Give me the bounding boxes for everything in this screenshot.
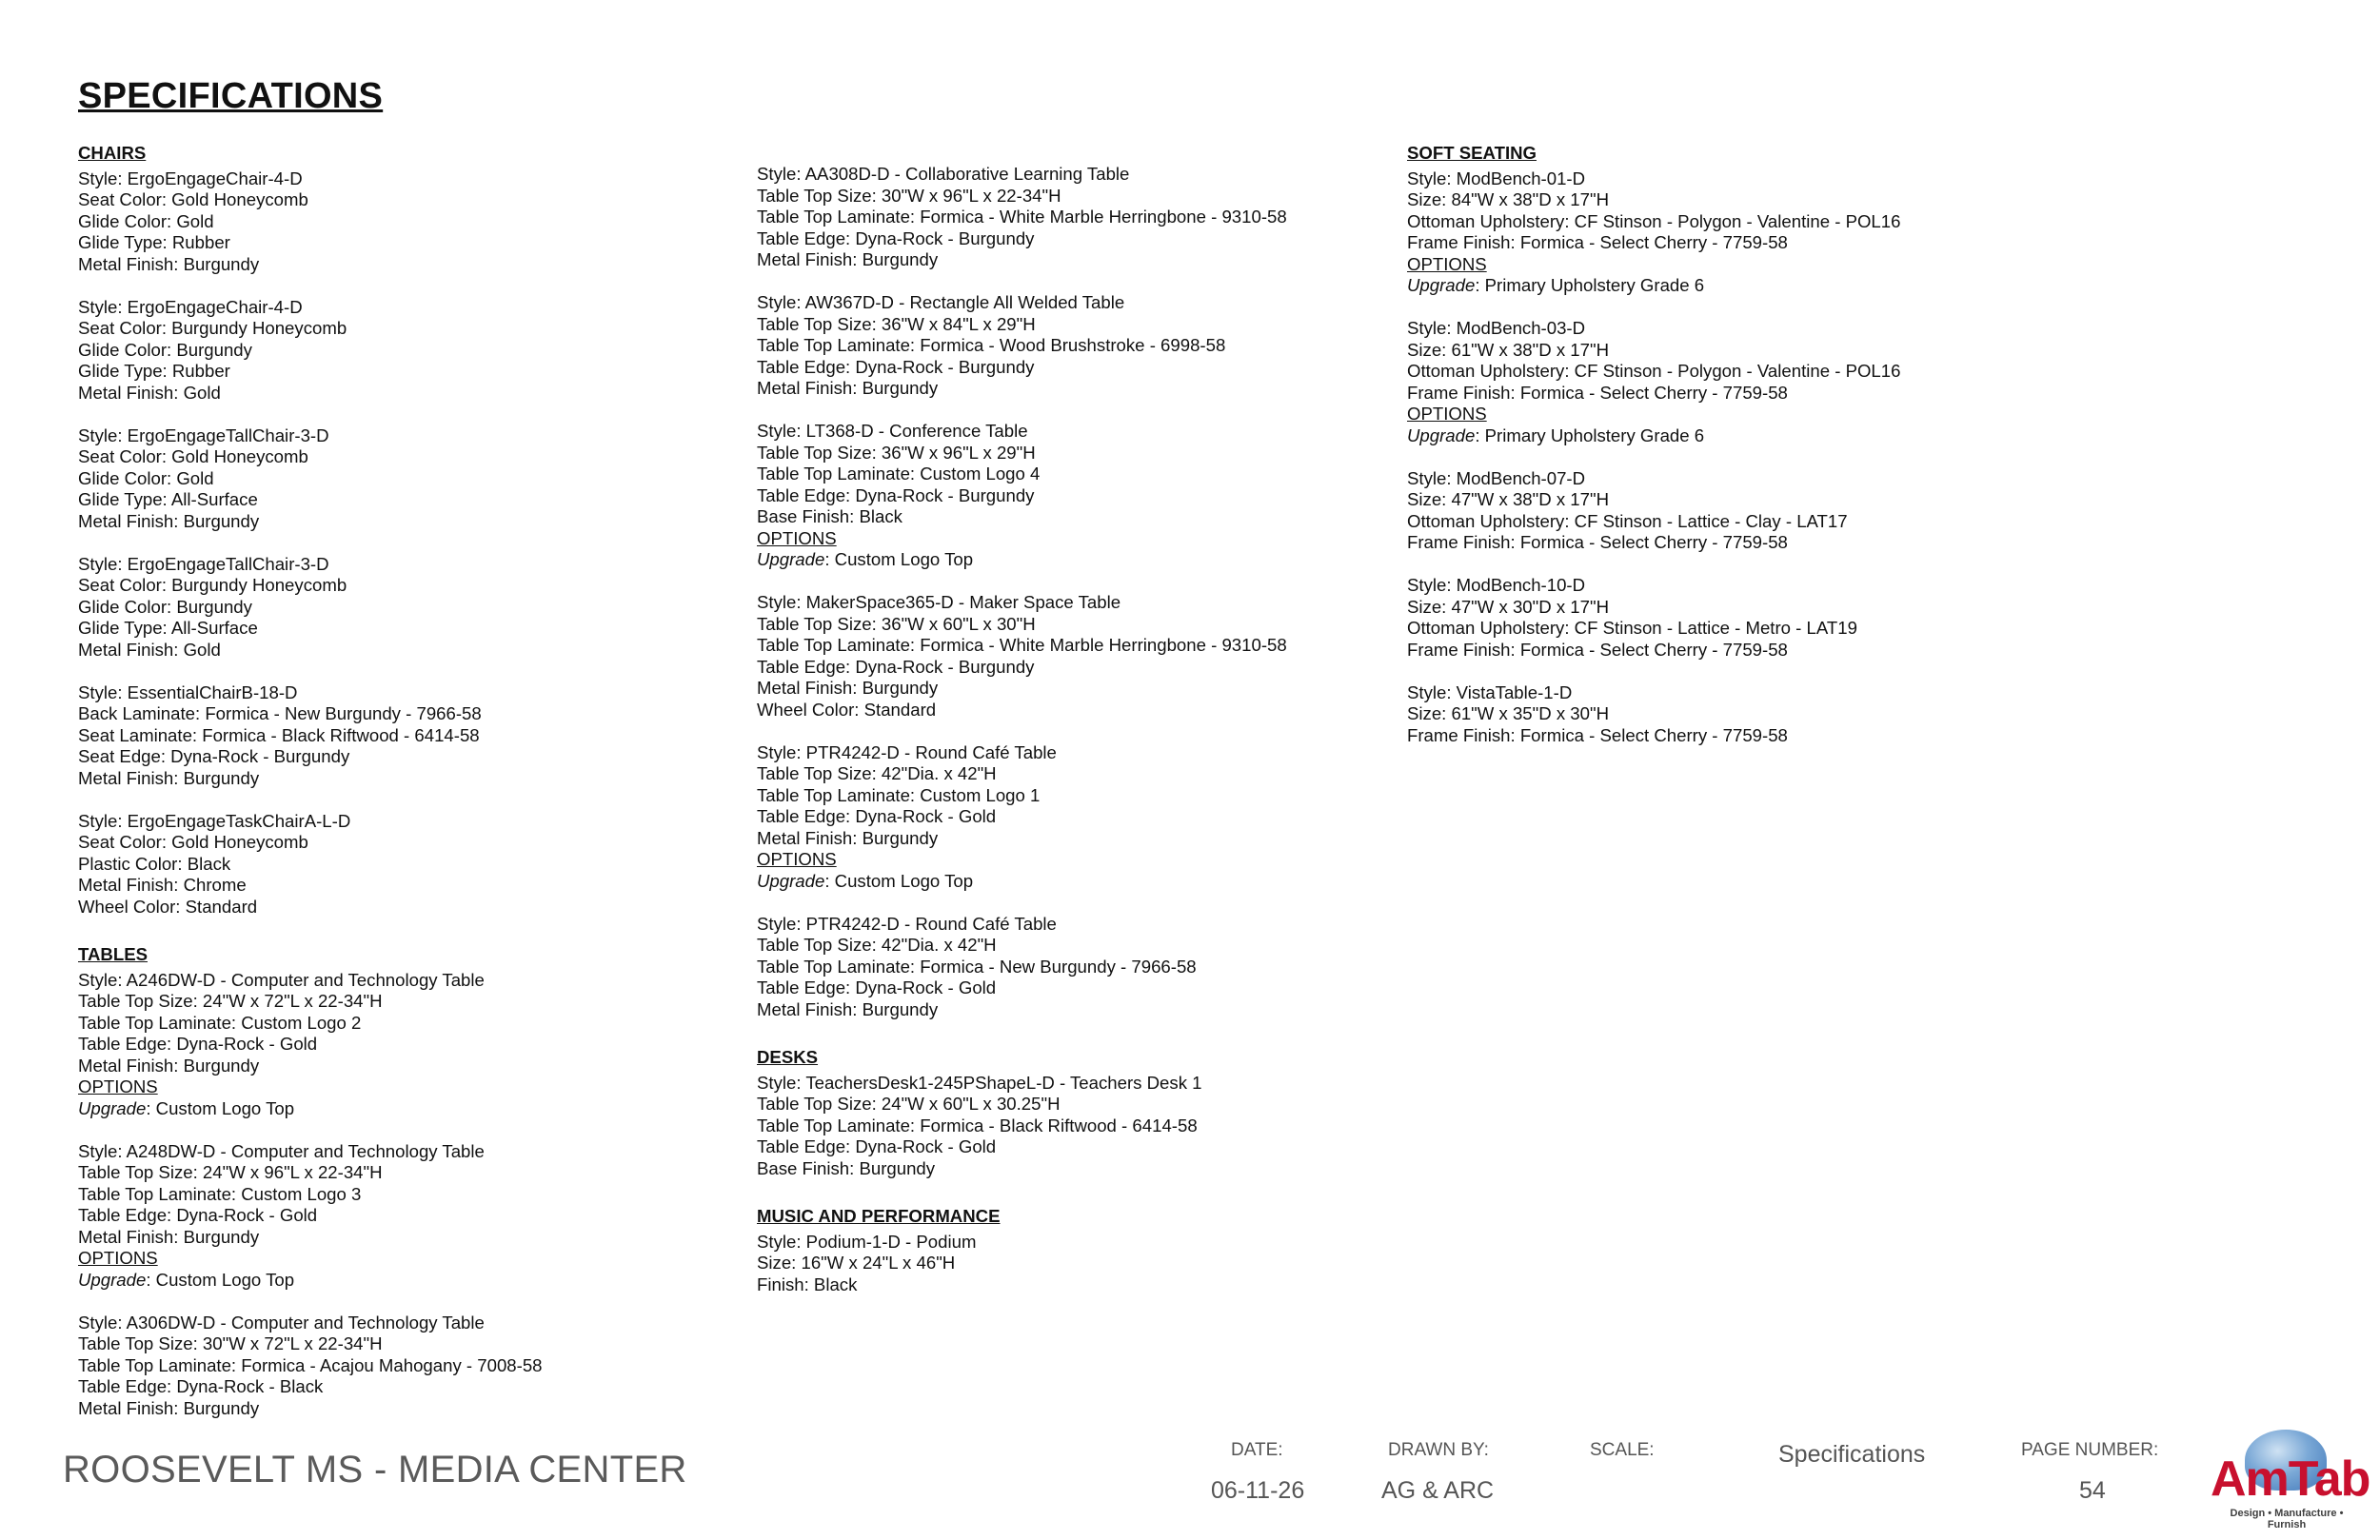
spec-line: Table Top Laminate: Formica - Wood Brushstroke - 6998-58 [757, 335, 1226, 355]
spec-line: Style: ModBench-03-D [1407, 318, 1586, 338]
upgrade-label: Upgrade [757, 549, 825, 569]
spec-column-3 [1407, 143, 2073, 773]
spec-entry [78, 970, 744, 1120]
spec-line: Style: A246DW-D - Computer and Technology Table [78, 969, 485, 990]
upgrade-line [757, 871, 1404, 893]
spec-entry [757, 592, 1404, 721]
spec-entry [78, 554, 744, 661]
options-heading: OPTIONS [757, 849, 837, 869]
upgrade-value: : Custom Logo Top [146, 1097, 295, 1118]
page-title: SPECIFICATIONS [78, 76, 384, 116]
spec-line: Table Top Laminate: Formica - White Marble Herringbone - 9310-58 [757, 207, 1287, 227]
spec-line: Style: PTR4242-D - Round Café Table [757, 913, 1057, 934]
spec-line: Frame Finish: Formica - Select Cherry - 7759-58 [1407, 724, 1788, 745]
spec-column-2 [757, 164, 1404, 1322]
spec-line: Table Top Size: 30"W x 72"L x 22-34"H [78, 1333, 383, 1353]
spec-line: Back Laminate: Formica - New Burgundy - 7966-58 [78, 703, 482, 723]
spec-section [78, 944, 744, 1419]
spec-entry [78, 425, 744, 533]
spec-line: Seat Color: Burgundy Honeycomb [78, 318, 347, 338]
spec-line: Table Top Laminate: Custom Logo 3 [78, 1183, 362, 1204]
spec-line: Table Top Laminate: Custom Logo 1 [757, 784, 1041, 805]
spec-line: Style: ModBench-01-D [1407, 168, 1586, 188]
spec-section [1407, 143, 2073, 746]
spec-line: Style: ErgoEngageTallChair-3-D [78, 553, 329, 574]
spec-line: Table Top Laminate: Formica - Acajou Mahogany - 7008-58 [78, 1354, 543, 1375]
spec-line: Metal Finish: Burgundy [78, 767, 260, 788]
spec-line: Style: ModBench-10-D [1407, 575, 1586, 595]
spec-line: Style: EssentialChairB-18-D [78, 681, 298, 702]
upgrade-value: : Custom Logo Top [146, 1269, 295, 1290]
upgrade-value: : Custom Logo Top [824, 870, 974, 891]
spec-line: Table Top Laminate: Custom Logo 2 [78, 1012, 362, 1033]
spec-line: Glide Type: All-Surface [78, 618, 258, 638]
spec-entry [757, 742, 1404, 893]
scale-label: SCALE: [1590, 1440, 1655, 1460]
spec-line: Style: LT368-D - Conference Table [757, 421, 1028, 441]
spec-line: Style: ModBench-07-D [1407, 467, 1586, 488]
upgrade-value: : Primary Upholstery Grade 6 [1475, 275, 1705, 295]
spec-section [757, 1047, 1404, 1179]
spec-line: Style: TeachersDesk1-245PShapeL-D - Teachers Desk 1 [757, 1072, 1202, 1093]
spec-line: Wheel Color: Standard [78, 896, 258, 917]
spec-line: Metal Finish: Burgundy [78, 253, 260, 274]
spec-line: Seat Color: Gold Honeycomb [78, 832, 308, 852]
logo-tagline: Design • Manufacture • Furnish [2230, 1508, 2344, 1530]
upgrade-line [1407, 275, 2073, 297]
spec-line: Style: MakerSpace365-D - Maker Space Table [757, 592, 1121, 612]
spec-line: Size: 47"W x 38"D x 17"H [1407, 489, 1610, 509]
spec-line: Frame Finish: Formica - Select Cherry - 7759-58 [1407, 232, 1788, 252]
spec-line: Size: 61"W x 35"D x 30"H [1407, 703, 1610, 723]
upgrade-line [78, 1098, 744, 1120]
spec-line: Table Top Size: 36"W x 60"L x 30"H [757, 613, 1036, 634]
upgrade-line [78, 1270, 744, 1292]
spec-line: Metal Finish: Burgundy [78, 1055, 260, 1076]
spec-line: Base Finish: Burgundy [757, 1157, 936, 1178]
spec-section [757, 164, 1404, 1020]
spec-line: Style: AW367D-D - Rectangle All Welded Table [757, 292, 1125, 312]
spec-line: Size: 84"W x 38"D x 17"H [1407, 189, 1610, 209]
spec-column-1 [78, 143, 744, 1446]
spec-entry [757, 421, 1404, 571]
spec-line: Table Top Size: 42"Dia. x 42"H [757, 763, 997, 783]
spec-line: Style: A306DW-D - Computer and Technology Table [78, 1312, 485, 1333]
spec-line: Glide Type: All-Surface [78, 489, 258, 509]
spec-line: Style: Podium-1-D - Podium [757, 1231, 977, 1252]
spec-line: Metal Finish: Burgundy [757, 827, 939, 848]
spec-line: Metal Finish: Burgundy [78, 1397, 260, 1418]
page-number-value: 54 [2079, 1477, 2106, 1504]
section-heading: SOFT SEATING [1407, 143, 1537, 163]
spec-line: Metal Finish: Burgundy [757, 378, 939, 398]
spec-line: Metal Finish: Chrome [78, 875, 247, 895]
spec-entry [1407, 318, 2073, 446]
options-heading: OPTIONS [757, 527, 837, 548]
spec-line: Glide Color: Gold [78, 210, 214, 231]
spec-line: Table Edge: Dyna-Rock - Burgundy [757, 656, 1035, 677]
section-heading: TABLES [78, 944, 148, 964]
spec-line: Table Edge: Dyna-Rock - Gold [757, 806, 997, 826]
options-heading: OPTIONS [1407, 253, 1487, 274]
spec-entry [757, 164, 1404, 271]
project-name: ROOSEVELT MS - MEDIA CENTER [63, 1449, 687, 1491]
spec-line: Style: A248DW-D - Computer and Technology Table [78, 1140, 485, 1161]
spec-line: Seat Edge: Dyna-Rock - Burgundy [78, 746, 350, 766]
spec-line: Table Top Size: 42"Dia. x 42"H [757, 935, 997, 955]
spec-line: Table Top Laminate: Formica - New Burgundy - 7966-58 [757, 956, 1197, 977]
spec-line: Glide Color: Burgundy [78, 339, 252, 360]
spec-line: Finish: Black [757, 1273, 858, 1294]
options-heading: OPTIONS [78, 1076, 158, 1096]
spec-line: Frame Finish: Formica - Select Cherry - 7759-58 [1407, 639, 1788, 660]
options-heading: OPTIONS [1407, 404, 1487, 424]
spec-entry [1407, 468, 2073, 554]
spec-line: Table Top Laminate: Formica - White Marble Herringbone - 9310-58 [757, 635, 1287, 655]
upgrade-label: Upgrade [1407, 424, 1476, 445]
spec-line: Glide Color: Burgundy [78, 596, 252, 617]
logo-wordmark: AmTab [2211, 1451, 2370, 1507]
spec-line: Wheel Color: Standard [757, 699, 937, 720]
spec-line: Style: ErgoEngageChair-4-D [78, 296, 303, 317]
upgrade-value: : Primary Upholstery Grade 6 [1475, 424, 1705, 445]
section-heading: CHAIRS [78, 143, 147, 163]
upgrade-value: : Custom Logo Top [824, 549, 974, 569]
spec-line: Glide Color: Gold [78, 467, 214, 488]
spec-line: Seat Laminate: Formica - Black Riftwood - 6414-58 [78, 724, 480, 745]
spec-entry [1407, 682, 2073, 747]
spec-line: Glide Type: Rubber [78, 361, 230, 381]
spec-line: Table Top Size: 24"W x 96"L x 22-34"H [78, 1162, 383, 1182]
spec-line: Size: 61"W x 38"D x 17"H [1407, 339, 1610, 360]
spec-line: Style: PTR4242-D - Round Café Table [757, 741, 1057, 762]
spec-entry [78, 1313, 744, 1420]
spec-line: Glide Type: Rubber [78, 232, 230, 252]
spec-line: Metal Finish: Burgundy [78, 510, 260, 531]
spec-line: Base Finish: Black [757, 506, 902, 526]
spec-line: Seat Color: Burgundy Honeycomb [78, 575, 347, 595]
page-number-label: PAGE NUMBER: [2021, 1440, 2159, 1460]
section-heading: DESKS [757, 1047, 819, 1067]
section-heading: MUSIC AND PERFORMANCE [757, 1206, 1001, 1226]
spec-entry [757, 1232, 1404, 1296]
options-heading: OPTIONS [78, 1248, 158, 1268]
spec-line: Table Edge: Dyna-Rock - Burgundy [757, 227, 1035, 248]
spec-line: Frame Finish: Formica - Select Cherry - 7759-58 [1407, 532, 1788, 552]
spec-line: Table Top Laminate: Formica - Black Riftwood - 6414-58 [757, 1115, 1198, 1135]
amtab-logo [2211, 1430, 2370, 1530]
spec-line: Ottoman Upholstery: CF Stinson - Lattice - Clay - LAT17 [1407, 510, 1848, 531]
spec-line: Style: AA308D-D - Collaborative Learning Table [757, 164, 1130, 184]
sheet-title: Specifications [1778, 1441, 1926, 1468]
spec-entry [757, 292, 1404, 400]
spec-line: Table Top Size: 30"W x 96"L x 22-34"H [757, 185, 1061, 206]
upgrade-label: Upgrade [78, 1269, 147, 1290]
drawn-by-label: DRAWN BY: [1388, 1440, 1489, 1460]
spec-line: Table Edge: Dyna-Rock - Gold [757, 977, 997, 997]
spec-line: Table Edge: Dyna-Rock - Gold [78, 1034, 318, 1054]
spec-entry [1407, 168, 2073, 297]
date-value: 06-11-26 [1211, 1477, 1305, 1504]
spec-entry [78, 168, 744, 276]
spec-line: Size: 47"W x 30"D x 17"H [1407, 596, 1610, 617]
spec-line: Style: VistaTable-1-D [1407, 681, 1573, 702]
spec-line: Ottoman Upholstery: CF Stinson - Polygon - Valentine - POL16 [1407, 361, 1901, 381]
spec-line: Table Edge: Dyna-Rock - Burgundy [757, 484, 1035, 505]
spec-line: Frame Finish: Formica - Select Cherry - 7759-58 [1407, 382, 1788, 403]
spec-line: Style: ErgoEngageTallChair-3-D [78, 424, 329, 445]
spec-line: Seat Color: Gold Honeycomb [78, 189, 308, 209]
spec-entry [78, 1141, 744, 1292]
spec-entry [78, 682, 744, 790]
spec-line: Table Edge: Dyna-Rock - Gold [78, 1205, 318, 1225]
spec-line: Size: 16"W x 24"L x 46"H [757, 1253, 956, 1273]
spec-line: Table Top Size: 24"W x 72"L x 22-34"H [78, 991, 383, 1011]
spec-line: Ottoman Upholstery: CF Stinson - Polygon - Valentine - POL16 [1407, 210, 1901, 231]
spec-entry [757, 1073, 1404, 1180]
upgrade-line [757, 549, 1404, 571]
upgrade-label: Upgrade [1407, 275, 1476, 295]
spec-line: Table Top Laminate: Custom Logo 4 [757, 464, 1041, 484]
spec-line: Plastic Color: Black [78, 853, 231, 874]
spec-entry [78, 297, 744, 405]
spec-line: Ottoman Upholstery: CF Stinson - Lattice - Metro - LAT19 [1407, 618, 1857, 638]
spec-line: Table Edge: Dyna-Rock - Burgundy [757, 356, 1035, 377]
spec-line: Metal Finish: Burgundy [78, 1226, 260, 1247]
spec-line: Table Top Size: 36"W x 96"L x 29"H [757, 442, 1036, 463]
spec-line: Table Edge: Dyna-Rock - Gold [757, 1136, 997, 1156]
upgrade-label: Upgrade [78, 1097, 147, 1118]
upgrade-label: Upgrade [757, 870, 825, 891]
spec-line: Table Top Size: 36"W x 84"L x 29"H [757, 313, 1036, 334]
spec-line: Metal Finish: Burgundy [757, 998, 939, 1019]
spec-line: Metal Finish: Gold [78, 382, 221, 403]
spec-entry [757, 914, 1404, 1021]
drawn-by-value: AG & ARC [1381, 1477, 1495, 1504]
upgrade-line [1407, 425, 2073, 447]
spec-line: Metal Finish: Gold [78, 639, 221, 660]
spec-entry [78, 811, 744, 918]
spec-line: Metal Finish: Burgundy [757, 678, 939, 698]
spec-line: Style: ErgoEngageTaskChairA-L-D [78, 810, 351, 831]
spec-section [78, 143, 744, 918]
spec-line: Table Top Size: 24"W x 60"L x 30.25"H [757, 1094, 1061, 1114]
spec-entry [1407, 575, 2073, 661]
spec-line: Table Edge: Dyna-Rock - Black [78, 1376, 324, 1396]
spec-line: Metal Finish: Burgundy [757, 249, 939, 269]
spec-line: Style: ErgoEngageChair-4-D [78, 168, 303, 188]
spec-line: Seat Color: Gold Honeycomb [78, 446, 308, 466]
spec-section [757, 1206, 1404, 1295]
date-label: DATE: [1231, 1440, 1283, 1460]
